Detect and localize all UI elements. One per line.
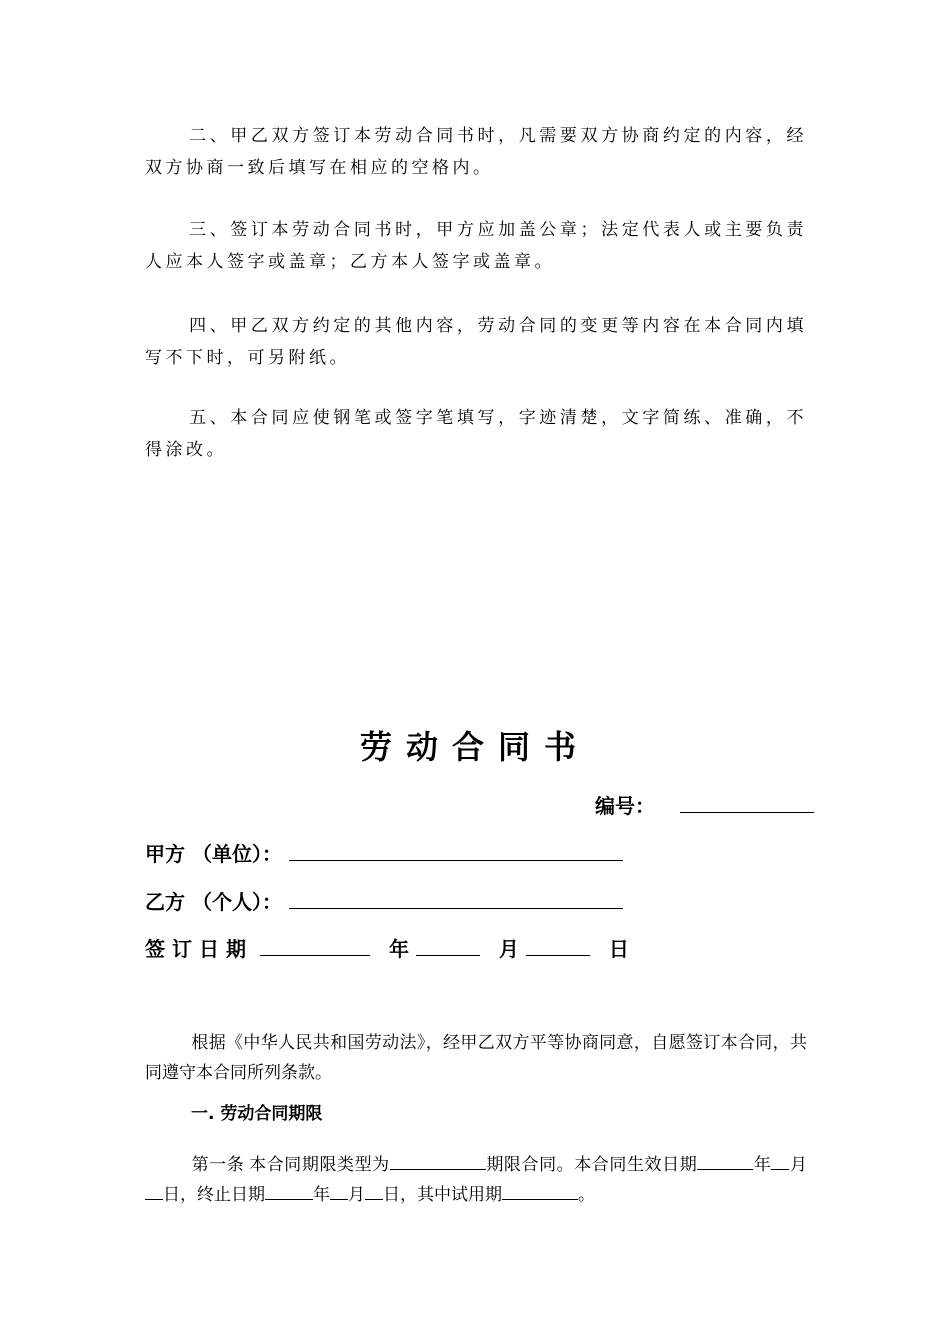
note-text-3: 三、签订本劳动合同书时，甲方应加盖公章；法定代表人或主要负责人应本人签字或盖章；乙方本人签字或盖章。 [145, 220, 807, 272]
sign-date-label: 签订日期 [145, 937, 253, 961]
party-a-row [145, 840, 623, 868]
section-1-heading: 一. 劳动合同期限 [191, 1104, 323, 1124]
contract-number-blank[interactable] [680, 792, 814, 813]
note-paragraph-4 [145, 310, 807, 374]
end-month-blank[interactable] [330, 1183, 348, 1200]
party-b-blank[interactable] [289, 888, 623, 909]
article-1-text-e: 日，终止日期 [163, 1185, 265, 1204]
sign-date-year-label: 年 [388, 937, 409, 961]
article-1-text-i: 。 [578, 1185, 595, 1204]
note-text-5: 五、本合同应使钢笔或签字笔填写，字迹清楚，文字简练、准确，不得涂改。 [145, 408, 807, 460]
preamble-text: 根据《中华人民共和国劳动法》，经甲乙双方平等协商同意，自愿签订本合同，共同遵守本合同所列条款。 [145, 1033, 807, 1082]
sign-date-row [145, 935, 629, 963]
sign-date-month-label: 月 [498, 937, 519, 961]
party-a-label: 甲方 （单位）： [145, 842, 282, 866]
contract-number-row [595, 792, 814, 820]
article-1-text-a: 第一条 本合同期限类型为 [191, 1155, 390, 1174]
effective-day-blank[interactable] [145, 1183, 163, 1200]
probation-blank[interactable] [502, 1183, 578, 1200]
effective-month-blank[interactable] [771, 1153, 789, 1170]
sign-date-year-blank[interactable] [260, 935, 370, 956]
article-1-text-d: 月 [789, 1155, 808, 1174]
contract-number-label: 编号： [595, 794, 655, 818]
preamble-paragraph [145, 1028, 807, 1088]
note-paragraph-5 [145, 402, 807, 466]
end-day-blank[interactable] [365, 1183, 383, 1200]
note-paragraph-2 [145, 120, 807, 184]
note-paragraph-3 [145, 214, 807, 278]
sign-date-day-blank[interactable] [526, 935, 590, 956]
document-title: 劳动合同书 [359, 728, 590, 766]
article-1-text-b: 期限合同。本合同生效日期 [485, 1155, 698, 1174]
note-text-4: 四、甲乙双方约定的其他内容，劳动合同的变更等内容在本合同内填写不下时，可另附纸。 [145, 316, 807, 368]
term-type-blank[interactable] [390, 1153, 486, 1170]
article-1-text-h: 日，其中试用期 [383, 1185, 502, 1204]
sign-date-month-blank[interactable] [416, 935, 480, 956]
article-1-text-f: 年 [313, 1185, 330, 1204]
effective-year-blank[interactable] [697, 1153, 753, 1170]
party-b-row [145, 888, 623, 916]
party-a-blank[interactable] [289, 840, 623, 861]
article-1-text-c: 年 [753, 1155, 772, 1174]
end-year-blank[interactable] [265, 1183, 313, 1200]
party-b-label: 乙方 （个人）： [145, 890, 282, 914]
sign-date-day-label: 日 [608, 937, 629, 961]
article-1-text-g: 月 [348, 1185, 365, 1204]
article-1-paragraph [145, 1150, 807, 1210]
note-text-2: 二、甲乙双方签订本劳动合同书时，凡需要双方协商约定的内容，经双方协商一致后填写在相应的空格内。 [145, 126, 807, 178]
